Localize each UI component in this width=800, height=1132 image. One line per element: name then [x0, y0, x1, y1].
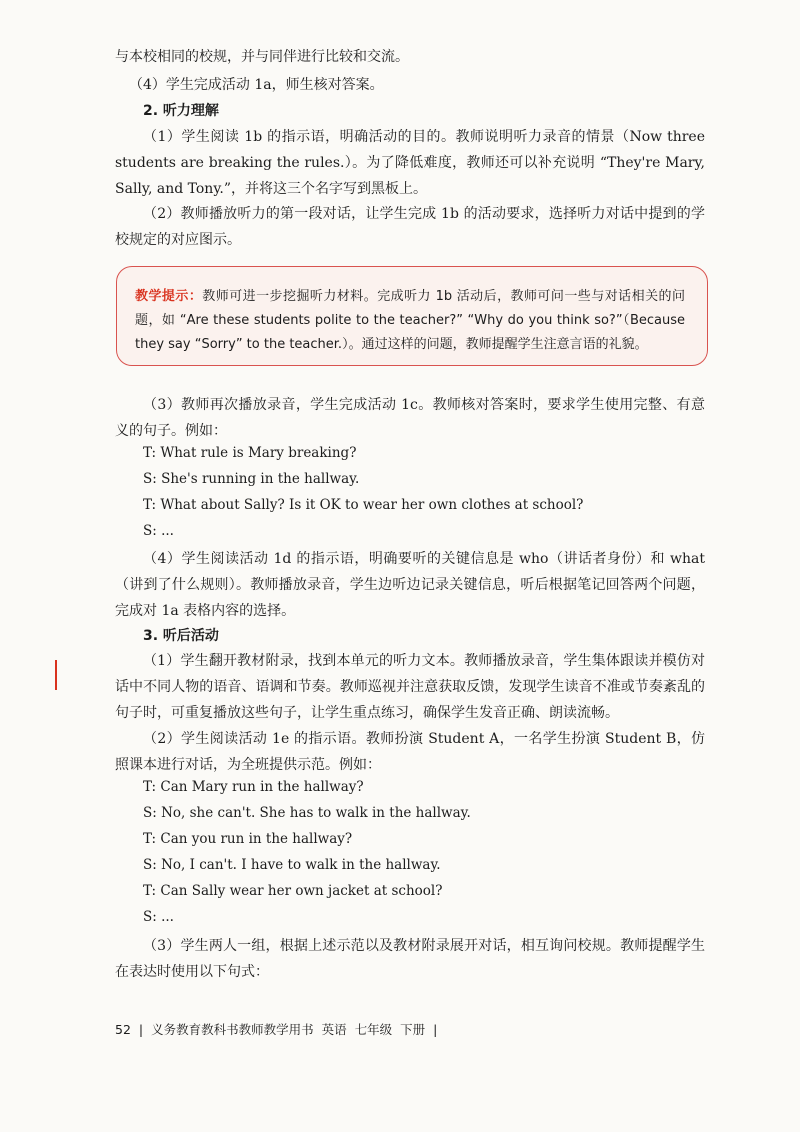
section-heading-post-listening: 3. 听后活动	[143, 628, 219, 644]
teaching-tip-text	[135, 285, 685, 357]
teaching-tip-box	[116, 266, 708, 366]
teaching-tip-label: 教学提示：	[135, 289, 203, 304]
dialogue-line: T: Can you run in the hallway?	[143, 831, 353, 847]
paragraph-listening-4: （4）学生阅读活动 1d 的指示语，明确要听的关键信息是 who（讲话者身份）和 what（讲到了什么规则）。教师播放录音，学生边听边记录关键信息，听后根据笔记回答两个问题，完成对 1a 表格内容的选择。	[115, 551, 705, 619]
paragraph-post-1: （1）学生翻开教材附录，找到本单元的听力文本。教师播放录音，学生集体跟读并模仿对话中不同人物的语音、语调和节奏。教师巡视并注意获取反馈，发现学生读音不准或节奏紊乱的句子时，可重复播放这些句子，让学生重点练习，确保学生发音正确、朗读流畅。	[115, 653, 705, 721]
paragraph-listening-1: （1）学生阅读 1b 的指示语，明确活动的目的。教师说明听力录音的情景（Now three students are breaking the rules.）。为了降低难度，教师还可以补充说明 “They're Mary, Sally, and Tony.”，并将这三个名字写到黑板上。	[115, 129, 705, 197]
footer-separator: |	[138, 1022, 144, 1037]
margin-marker	[55, 660, 57, 690]
dialogue-line: T: What about Sally? Is it OK to wear her own clothes at school?	[143, 497, 584, 513]
paragraph-listening-3: （3）教师再次播放录音，学生完成活动 1c。教师核对答案时，要求学生使用完整、有意义的句子。例如：	[115, 397, 705, 439]
page-number: 52	[115, 1022, 131, 1037]
dialogue-line: S: ...	[143, 909, 174, 925]
footer-subject: 英语	[321, 1022, 347, 1037]
dialogue-line: S: No, she can't. She has to walk in the hallway.	[143, 805, 471, 821]
dialogue-line: T: Can Sally wear her own jacket at school?	[143, 883, 443, 899]
footer-separator: |	[433, 1022, 438, 1037]
footer-grade: 七年级	[354, 1022, 393, 1037]
footer-volume: 下册	[400, 1022, 426, 1037]
dialogue-line: T: What rule is Mary breaking?	[143, 445, 357, 461]
dialogue-line: S: She's running in the hallway.	[143, 471, 360, 487]
paragraph-post-3: （3）学生两人一组，根据上述示范以及教材附录展开对话，相互询问校规。教师提醒学生在表达时使用以下句式：	[115, 938, 705, 980]
dialogue-line: S: ...	[143, 523, 174, 539]
dialogue-line: T: Can Mary run in the hallway?	[143, 779, 364, 795]
teaching-tip-body: 教师可进一步挖掘听力材料。完成听力 1b 活动后，教师可问一些与对话相关的问题，如 “Are these students polite to the teacher?” “Why do you think so?”（Because they say “Sorry” to the teacher.）。通过这样的问题，教师提醒学生注意言语的礼貌。	[135, 289, 685, 352]
dialogue-line: S: No, I can't. I have to walk in the hallway.	[143, 857, 441, 873]
paragraph-listening-2: （2）教师播放听力的第一段对话，让学生完成 1b 的活动要求，选择听力对话中提到的学校规定的对应图示。	[115, 206, 705, 248]
footer-book-title: 义务教育教科书教师教学用书	[151, 1022, 314, 1037]
paragraph-continuation: 与本校相同的校规，并与同伴进行比较和交流。	[115, 49, 409, 65]
page-footer	[115, 1020, 441, 1038]
section-heading-listening: 2. 听力理解	[143, 103, 219, 119]
paragraph-post-2: （2）学生阅读活动 1e 的指示语。教师扮演 Student A，一名学生扮演 Student B，仿照课本进行对话，为全班提供示范。例如：	[115, 731, 705, 773]
paragraph-step-4: （4）学生完成活动 1a，师生核对答案。	[129, 77, 384, 93]
